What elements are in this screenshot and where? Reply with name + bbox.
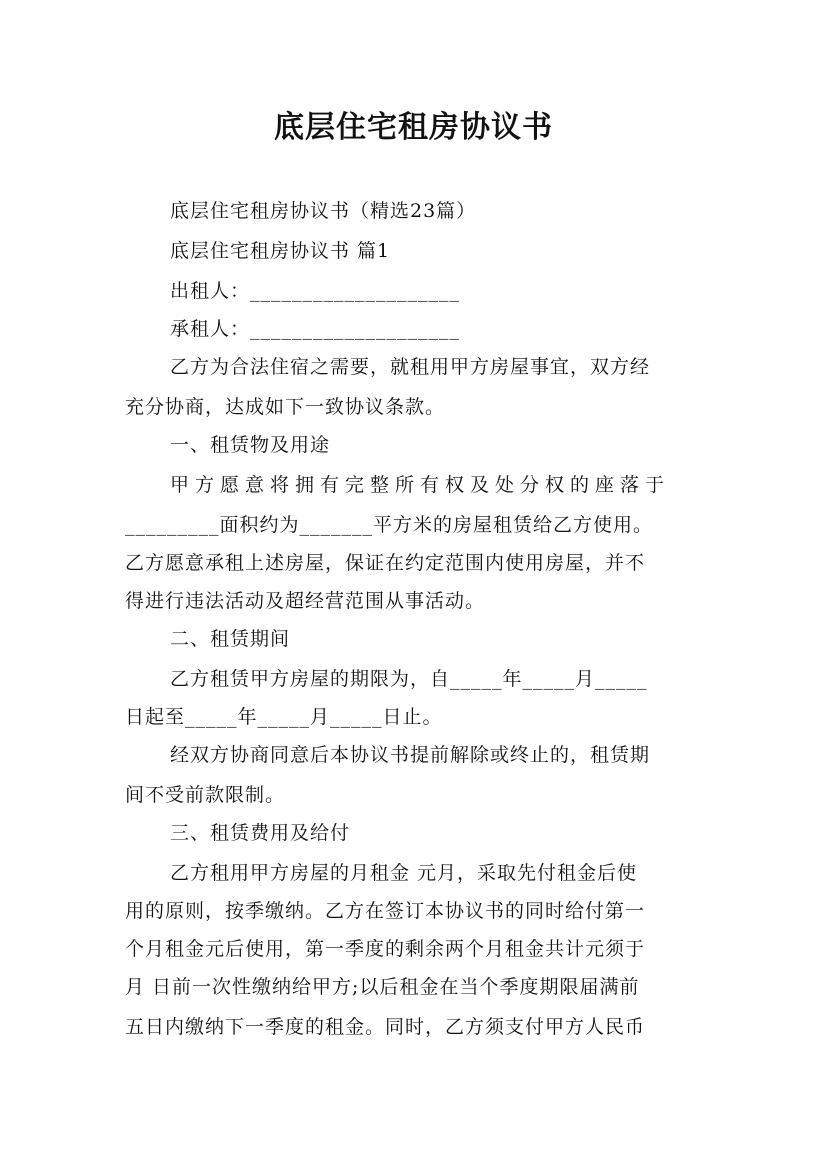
paragraph-line: _________面积约为_______平方米的房屋租赁给乙方使用。	[125, 514, 654, 536]
paragraph-line: 个月租金元后使用，第一季度的剩余两个月租金共计元须于	[125, 938, 646, 960]
paragraph-line: 乙方为合法住宿之需要，就租用甲方房屋事宜，双方经	[170, 356, 651, 378]
paragraph-line: 五日内缴纳下一季度的租金。同时，乙方须支付甲方人民币	[125, 1016, 646, 1038]
clause-heading: 三、租赁费用及给付	[170, 822, 351, 844]
section-heading: 底层住宅租房协议书 篇1	[170, 240, 391, 262]
paragraph-line: 乙方租用甲方房屋的月租金 元月，采取先付租金后使	[170, 862, 638, 884]
paragraph-line: 间不受前款限制。	[125, 784, 286, 806]
paragraph-line: 充分协商，达成如下一致协议条款。	[125, 396, 446, 418]
paragraph-line: 用的原则，按季缴纳。乙方在签订本协议书的同时给付第一	[125, 900, 646, 922]
paragraph-line: 月 日前一次性缴纳给甲方;以后租金在当个季度期限届满前	[125, 976, 640, 998]
clause-heading: 二、租赁期间	[170, 628, 291, 650]
paragraph-line: 甲方愿意将拥有完整所有权及处分权的座落于	[170, 474, 671, 496]
paragraph-line: 乙方租赁甲方房屋的期限为，自_____年_____月_____	[170, 668, 648, 690]
lessor-field: 出租人：____________________	[170, 280, 461, 302]
subtitle-line: 底层住宅租房协议书（精选23篇）	[170, 200, 477, 222]
paragraph-line: 日起至_____年_____月_____日止。	[125, 706, 443, 728]
document-title: 底层住宅租房协议书	[274, 110, 553, 145]
lessee-field: 承租人：____________________	[170, 318, 461, 340]
paragraph-line: 经双方协商同意后本协议书提前解除或终止的，租赁期	[170, 744, 651, 766]
paragraph-line: 乙方愿意承租上述房屋，保证在约定范围内使用房屋，并不	[125, 552, 646, 574]
clause-heading: 一、租赁物及用途	[170, 434, 331, 456]
paragraph-line: 得进行违法活动及超经营范围从事活动。	[125, 590, 486, 612]
